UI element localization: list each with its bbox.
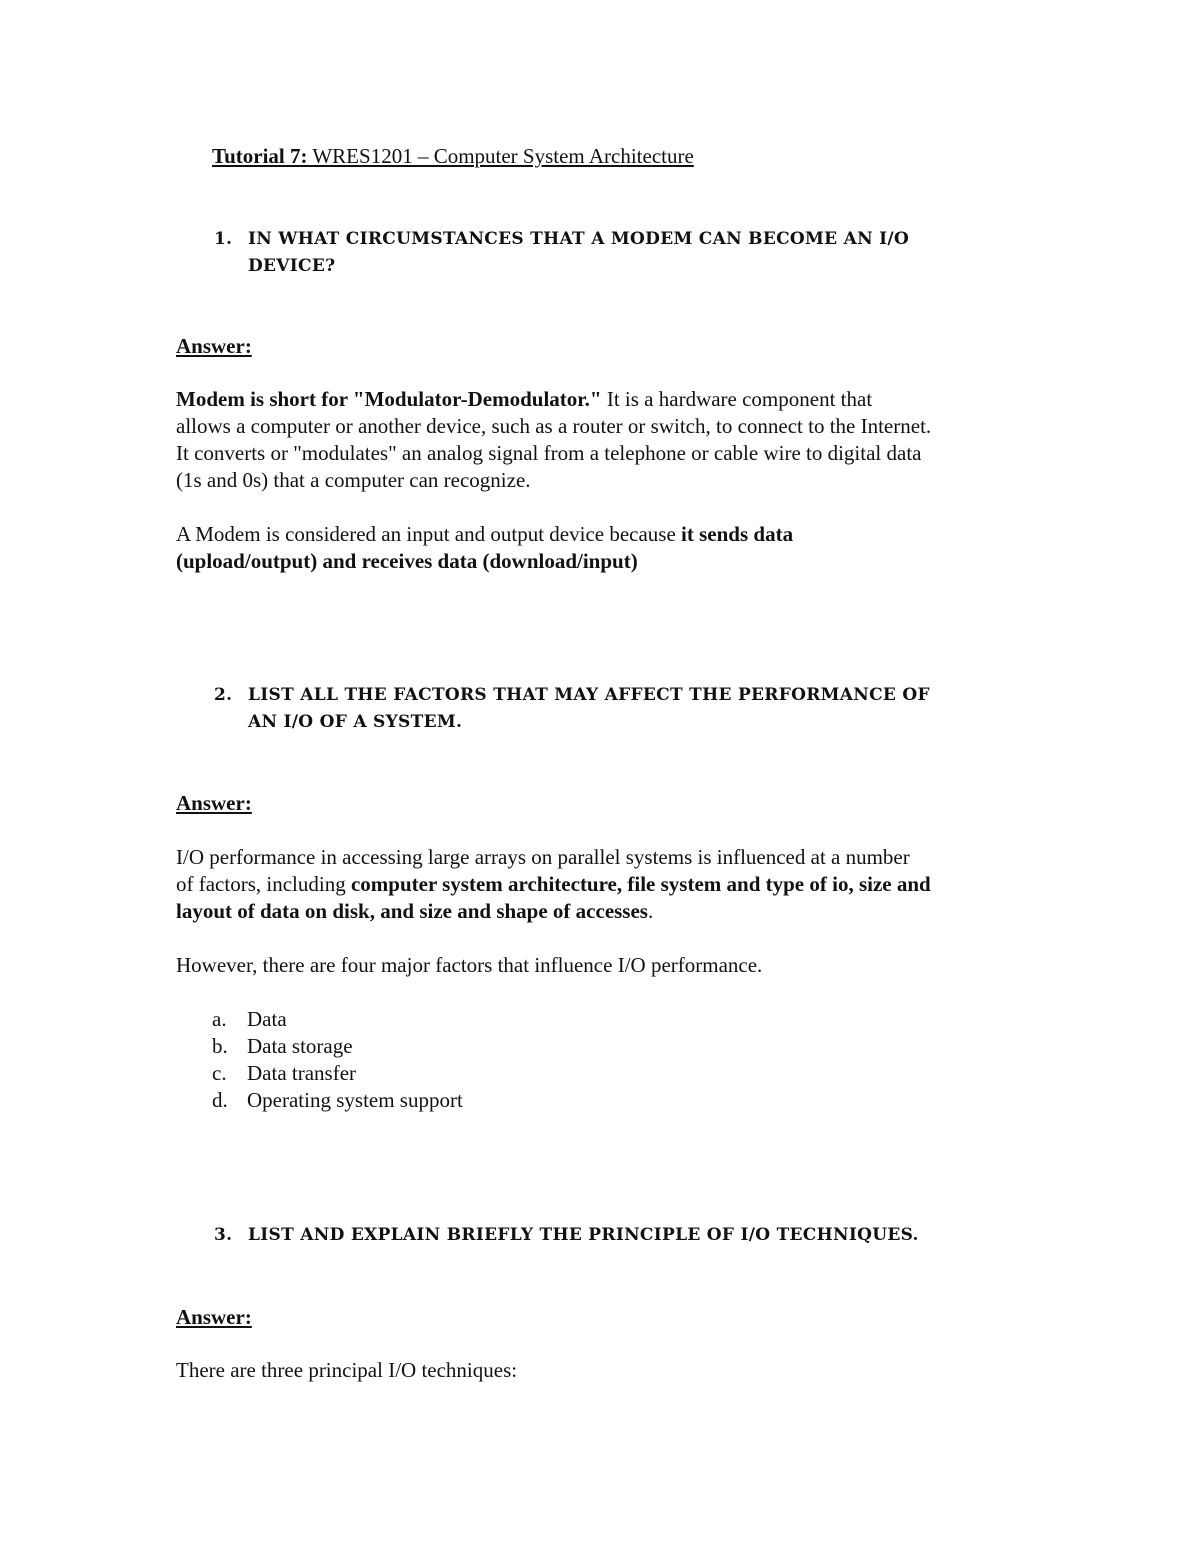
answer-1-label: Answer: xyxy=(176,334,252,358)
answer-1-para-1-line-3: It converts or "modulates" an analog signal from a telephone or cable wire to digital data xyxy=(176,441,922,465)
answer-1-para-1-line-1 xyxy=(176,387,872,412)
answer-1-para-1-line-4: (1s and 0s) that a computer can recognize. xyxy=(176,468,531,492)
factor-text: Data transfer xyxy=(247,1061,357,1085)
page-title xyxy=(212,144,694,169)
factors-intro: of factors, including xyxy=(176,872,351,896)
question-1-line-1: IN WHAT CIRCUMSTANCES THAT A MODEM CAN BECOME AN I/O xyxy=(248,229,910,249)
answer-3-label: Answer: xyxy=(176,1305,252,1329)
factor-list-item xyxy=(212,1034,353,1059)
course-title: WRES1201 – Computer System Architecture xyxy=(307,144,694,168)
question-2-line-1: LIST ALL THE FACTORS THAT MAY AFFECT THE PERFORMANCE OF xyxy=(248,685,930,705)
answer-2-para-1-line-3 xyxy=(176,899,653,924)
modem-io-bold: it sends data xyxy=(681,522,794,546)
question-3-line-1: LIST AND EXPLAIN BRIEFLY THE PRINCIPLE OF I/O TECHNIQUES. xyxy=(248,1225,919,1245)
factor-text: Data storage xyxy=(247,1034,353,1058)
factors-bold-1: computer system architecture, file system and type of io, size and xyxy=(350,872,931,896)
answer-2-para-1-line-2 xyxy=(176,872,931,897)
modem-definition: Modem is short for "Modulator-Demodulator." xyxy=(176,387,602,411)
question-1-number: 1. xyxy=(214,229,233,249)
tutorial-label: Tutorial 7: xyxy=(212,144,308,168)
factor-text: Data xyxy=(247,1007,287,1031)
answer-3-para-1: There are three principal I/O techniques: xyxy=(176,1358,518,1382)
question-2-number: 2. xyxy=(214,685,233,705)
question-1-line-2: DEVICE? xyxy=(248,256,336,276)
factor-letter: b. xyxy=(212,1034,228,1058)
answer-1-para-2-line-1 xyxy=(176,522,793,547)
modem-definition-rest: It is a hardware component that xyxy=(601,387,873,411)
factor-letter: c. xyxy=(212,1061,227,1085)
answer-1-para-2-line-2: (upload/output) and receives data (download/input) xyxy=(176,549,638,573)
factor-letter: d. xyxy=(212,1088,228,1112)
question-3-number: 3. xyxy=(214,1225,233,1245)
factor-list-item xyxy=(212,1007,287,1032)
answer-2-label: Answer: xyxy=(176,791,252,815)
modem-io-plain: A Modem is considered an input and output device because xyxy=(176,522,682,546)
answer-2-para-1-line-1: I/O performance in accessing large arrays on parallel systems is influenced at a number xyxy=(176,845,910,869)
answer-1-para-1-line-2: allows a computer or another device, such as a router or switch, to connect to the Internet. xyxy=(176,414,932,438)
factor-text: Operating system support xyxy=(247,1088,463,1112)
factors-bold-2: layout of data on disk, and size and shape of accesses xyxy=(176,899,648,923)
factor-list-item xyxy=(212,1088,463,1113)
question-2-line-2: AN I/O OF A SYSTEM. xyxy=(248,712,463,732)
factor-letter: a. xyxy=(212,1007,227,1031)
factors-end: . xyxy=(647,899,654,923)
factor-list-item xyxy=(212,1061,356,1086)
answer-2-para-2: However, there are four major factors that influence I/O performance. xyxy=(176,953,763,977)
